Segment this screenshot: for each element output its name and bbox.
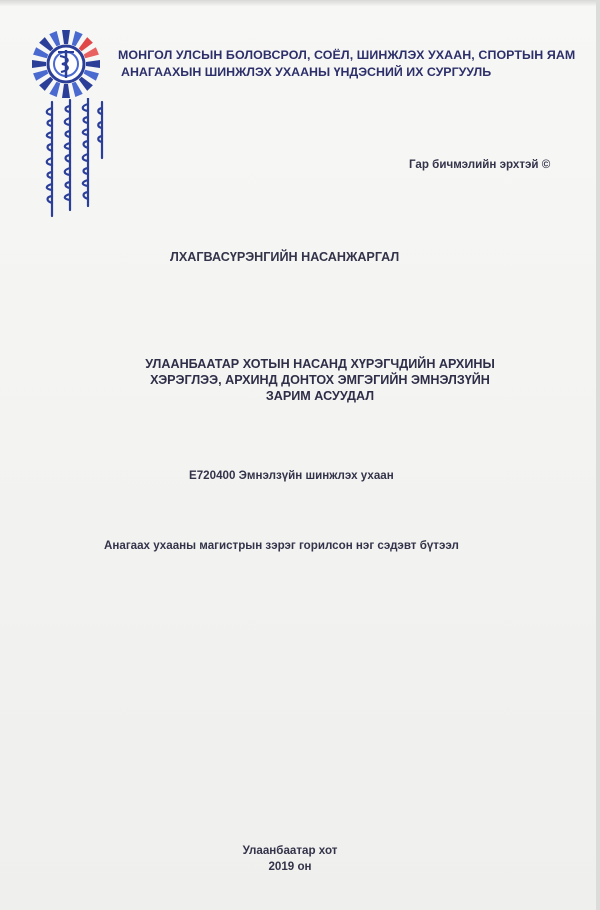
university-emblem-icon: [30, 28, 102, 100]
year: 2019 он: [268, 860, 312, 873]
place: Улаанбаатар хот: [242, 844, 338, 857]
university-name: АНАГААХЫН ШИНЖЛЭХ УХААНЫ ҮНДЭСНИЙ ИХ СУРГУУЛЬ: [121, 65, 492, 79]
institution-header: [118, 48, 598, 79]
mongolian-script-icon: [38, 98, 108, 220]
copyright-note: Гар бичмэлийн эрхтэй ©: [409, 158, 551, 171]
thesis-title-line-1: УЛААНБААТАР ХОТЫН НАСАНД ХҮРЭГЧДИЙН АРХИНЫ: [145, 357, 495, 371]
thesis-title-line-3: ЗАРИМ АСУУДАЛ: [265, 389, 375, 403]
degree-statement: Анагаах ухааны магистрын зэрэг горилсон нэг сэдэвт бүтээл: [104, 539, 459, 552]
page-right-edge: [596, 0, 600, 910]
ministry-name: МОНГОЛ УЛСЫН БОЛОВСРОЛ, СОЁЛ, ШИНЖЛЭХ УХААН, СПОРТЫН ЯАМ: [118, 48, 576, 62]
author-name: ЛХАГВАСҮРЭНГИЙН НАСАНЖАРГАЛ: [170, 250, 400, 264]
thesis-title-line-2: ХЭРЭГЛЭЭ, АРХИНД ДОНТОХ ЭМГЭГИЙН ЭМНЭЛЗҮЙН: [150, 373, 490, 387]
page-top-edge: [0, 0, 600, 6]
specialty-code: E720400 Эмнэлзүйн шинжлэх ухаан: [189, 469, 394, 482]
thesis-title: [115, 356, 525, 404]
place-and-year: [200, 843, 380, 875]
